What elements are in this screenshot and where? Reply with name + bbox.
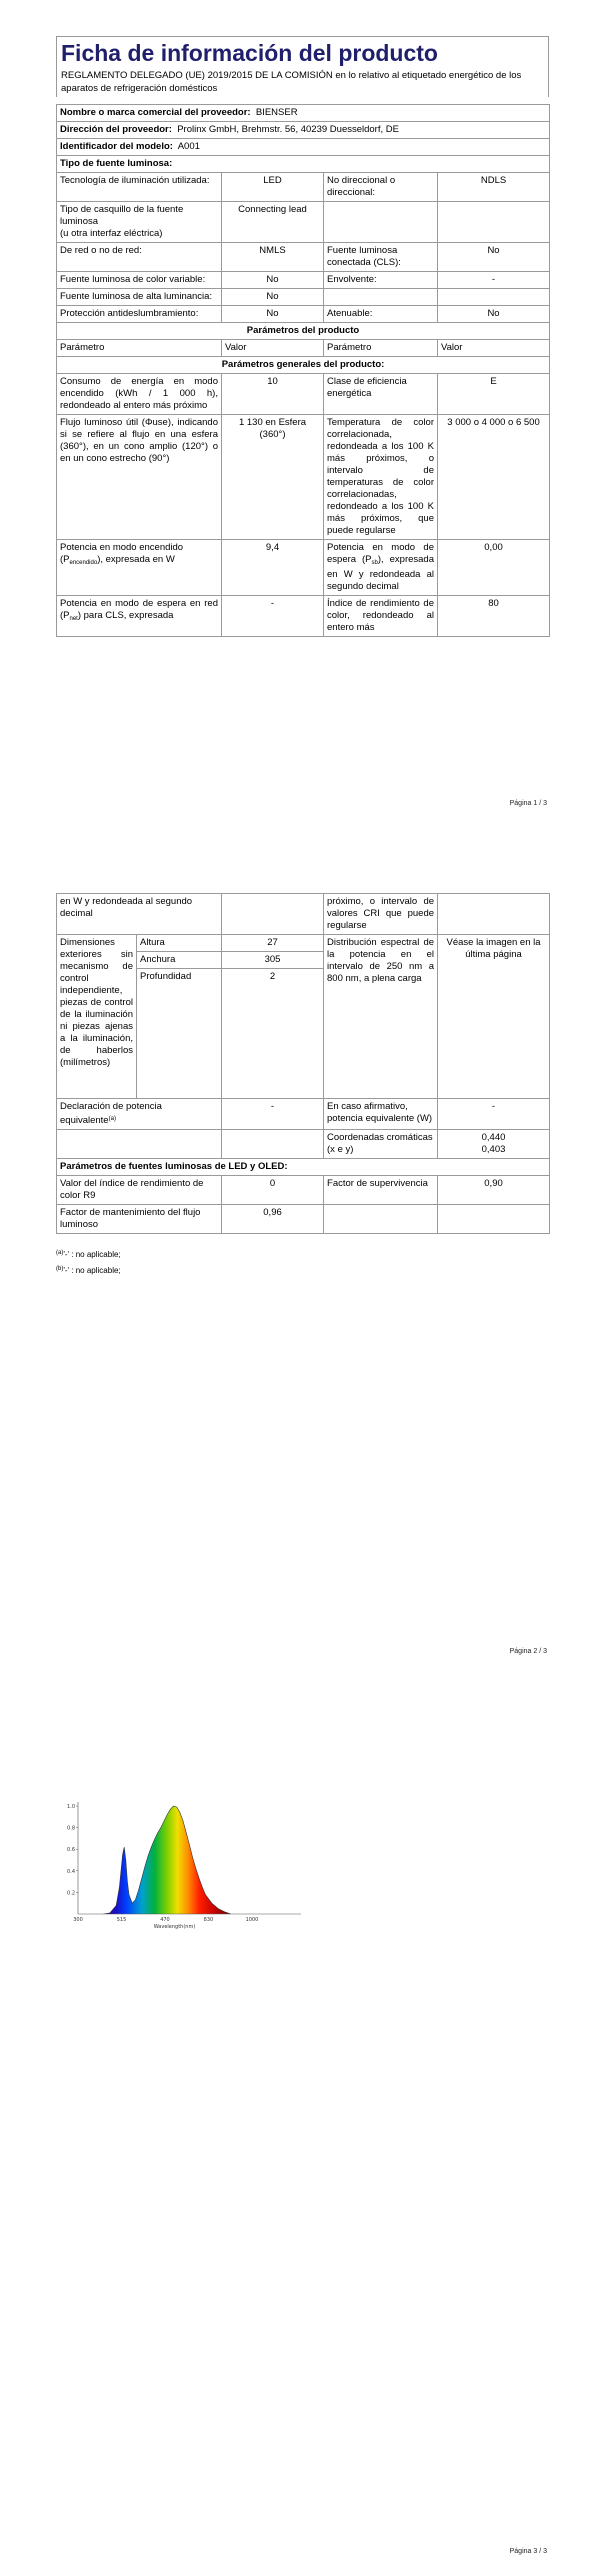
equiv-power-label: En caso afirmativo, potencia equivalente (W) [324,1099,438,1130]
page-1-content [0,0,603,790]
col-value-1: Valor [222,340,324,357]
page-1 [0,0,603,853]
params-heading: Parámetros del producto [57,323,550,340]
model-label: Identificador del modelo: [60,141,173,152]
eff-class-value: E [438,374,550,415]
spectral-power-chart [56,1796,316,1936]
table-row [57,540,550,596]
product-info-table-continued [56,893,550,1234]
cap-label-2: (u otra interfaz eléctrica) [60,228,163,239]
equiv-sup: (a) [108,1116,116,1122]
r9-value: 0 [222,1176,324,1205]
cap-label: Tipo de casquillo de la fuente luminosa [60,204,184,227]
source-type-heading: Tipo de fuente luminosa: [57,156,550,173]
psb-value: 0,00 [438,540,550,596]
cri-label-cont: próximo, o intervalo de valores CRI que puede regularse [324,894,438,935]
supplier-name-label: Nombre o marca comercial del proveedor: [60,107,251,118]
footnote-b [56,1262,121,1278]
supplier-address-row [57,122,550,139]
equiv-label [57,1099,222,1130]
pnet-label [57,596,222,637]
x-tick-label: 1000 [245,1917,259,1923]
psb-label-a: Potencia en modo de espera (P [327,542,434,565]
pon-label [57,540,222,596]
table-row [57,415,550,540]
footnote-b-text: '-' : no aplicable; [63,1266,121,1275]
col-value-2: Valor [438,340,550,357]
dims-label: Dimensiones exteriores sin mecanismo de control independiente, piezas de control de la iluminación ni piezas ajenas a la iluminación, de haberlos (milímetros) [57,935,137,1099]
pon-value: 9,4 [222,540,324,596]
supplier-name-value: BIENSER [255,107,298,118]
color-tunable-label: Fuente luminosa de color variable: [57,272,222,289]
table-row [57,1205,550,1234]
col-param-2: Parámetro [324,340,438,357]
y-tick-label: 0.6 [67,1847,75,1854]
footnote-a-sup: (a) [56,1250,64,1256]
tech-value: LED [222,173,324,202]
table-row [57,243,550,272]
col-param-1: Parámetro [57,340,222,357]
hlls-label: Fuente luminosa de alta luminancia: [57,289,222,306]
x-axis-label: Wavelength(nm) [153,1924,196,1930]
cls-value: No [438,243,550,272]
cap-label-cell [57,202,222,243]
cap-value: Connecting lead [222,202,324,243]
energy-value: 10 [222,374,324,415]
width-value: 305 [222,952,324,969]
height-value: 27 [222,935,324,952]
spectrum-area [103,1806,230,1914]
x-tick-label: 470 [160,1917,170,1923]
table-row [57,894,550,935]
title-box [56,36,549,97]
table-row [57,289,550,306]
energy-label: Consumo de energía en modo encendido (kWh / 1 000 h), redondeado al entero más próximo [57,374,222,415]
depth-value: 2 [222,969,324,1099]
antiglare-label: Protección antideslumbramiento: [57,306,222,323]
hlls-value: No [222,289,324,306]
table-row [57,1130,550,1159]
supplier-address-value: Prolinx GmbH, Brehmstr. 56, 40239 Duesseldorf, DE [177,124,399,135]
directional-label: No direccional o direccional: [324,173,438,202]
depth-label: Profundidad [137,969,222,1099]
table-row [57,1176,550,1205]
pon-label-b: ), expresada en W [97,554,175,565]
cct-value: 3 000 o 4 000 o 6 500 [438,415,550,540]
y-tick-label: 0.8 [67,1825,75,1832]
chroma-x: 0,440 [481,1132,506,1143]
psb-label-sub: sb [371,560,378,566]
page-number-2: Página 2 / 3 [509,1648,547,1655]
pon-label-sub: encendido [69,560,98,566]
antiglare-value: No [222,306,324,323]
color-tunable-value: No [222,272,324,289]
table-row [57,272,550,289]
params-heading-row [57,323,550,340]
x-tick-label: 830 [203,1917,214,1923]
dimmable-label: Atenuable: [324,306,438,323]
height-label: Altura [137,935,222,952]
tech-label: Tecnología de iluminación utilizada: [57,173,222,202]
supplier-address-label: Dirección del proveedor: [60,124,172,135]
footnote-b-sup: (b) [56,1266,64,1272]
r9-label: Valor del índice de rendimiento de color R9 [57,1176,222,1205]
general-heading-row [57,357,550,374]
source-type-heading-row [57,156,550,173]
survival-value: 0,90 [438,1176,550,1205]
cct-label: Temperatura de color correlacionada, redondeada a los 100 K más próximos, o intervalo de temperaturas de color correlacionadas, redondeado a los 100 K más próximos, que puede regularse [324,415,438,540]
y-tick-label: 0.4 [67,1868,75,1875]
psb-label-b: ), expresada en W y redondeada al segundo decimal [327,554,434,592]
flux-value: 1 130 en Esfera (360°) [222,415,324,540]
lumen-maint-label: Factor de mantenimiento del flujo luminoso [57,1205,222,1234]
cls-label: Fuente luminosa conectada (CLS): [324,243,438,272]
pnet-label-b: ) para CLS, expresada [77,610,174,621]
supplier-name-row [57,105,550,122]
table-row [57,173,550,202]
footnote-a [56,1246,121,1262]
footnotes [56,1246,121,1278]
pnet-label-cont: en W y redondeada al segundo decimal [57,894,222,935]
spd-label: Distribución espectral de la potencia en el intervalo de 250 nm a 800 nm, a plena carga [324,935,438,1099]
led-heading-row [57,1159,550,1176]
pnet-value: - [222,596,324,637]
equiv-label-text: Declaración de potencia equivalente [60,1101,162,1126]
page-title: Ficha de información del producto [61,40,438,66]
page-number-3: Página 3 / 3 [509,2548,547,2555]
directional-value: NDLS [438,173,550,202]
table-row [57,374,550,415]
cri-label: Índice de rendimiento de color, redondeado al entero más [324,596,438,637]
y-tick-label: 0.2 [67,1890,75,1897]
envelope-value: - [438,272,550,289]
column-header-row [57,340,550,357]
chroma-label: Coordenadas cromáticas (x e y) [324,1130,438,1159]
mains-label: De red o no de red: [57,243,222,272]
mains-value: NMLS [222,243,324,272]
pon-label-a: Potencia en modo encendido (P [60,542,184,565]
psb-label [324,540,438,596]
width-label: Anchura [137,952,222,969]
equiv-power-value: - [438,1099,550,1130]
product-info-table [56,104,550,637]
dimmable-value: No [438,306,550,323]
footnote-a-text: '-' : no aplicable; [63,1250,121,1259]
page-number-1: Página 1 / 3 [509,800,547,807]
flux-label: Flujo luminoso útil (Φuse), indicando si se refiere al flujo en una esfera (360°), en un cono amplio (120°) o en un cono estrecho (90°) [57,415,222,540]
cri-value: 80 [438,596,550,637]
table-row [57,935,550,952]
table-row [57,202,550,243]
regulation-text: REGLAMENTO DELEGADO (UE) 2019/2015 DE LA COMISIÓN en lo relativo al etiquetado energético de los aparatos de refrigeración domésticos [61,70,522,94]
x-tick-label: 515 [116,1917,127,1923]
page-2 [0,853,603,1706]
general-heading: Parámetros generales del producto: [57,357,550,374]
model-value: A001 [177,141,200,152]
led-heading: Parámetros de fuentes luminosas de LED y OLED: [57,1159,550,1176]
survival-label: Factor de supervivencia [324,1176,438,1205]
spd-value: Véase la imagen en la última página [438,935,550,1099]
lumen-maint-value: 0,96 [222,1205,324,1234]
envelope-label: Envolvente: [324,272,438,289]
pnet-label-sub: net [69,616,78,622]
chroma-values [438,1130,550,1159]
table-row [57,306,550,323]
table-row [57,596,550,637]
table-row [57,1099,550,1130]
x-tick-label: 300 [73,1917,83,1923]
chroma-y: 0,403 [481,1144,506,1155]
pnet-label-a: Potencia en modo de espera en red (P [60,598,218,621]
page-3 [0,1706,603,2560]
y-tick-label: 1.0 [67,1804,75,1810]
eff-class-label: Clase de eficiencia energética [324,374,438,415]
model-row [57,139,550,156]
equiv-value: - [222,1099,324,1130]
